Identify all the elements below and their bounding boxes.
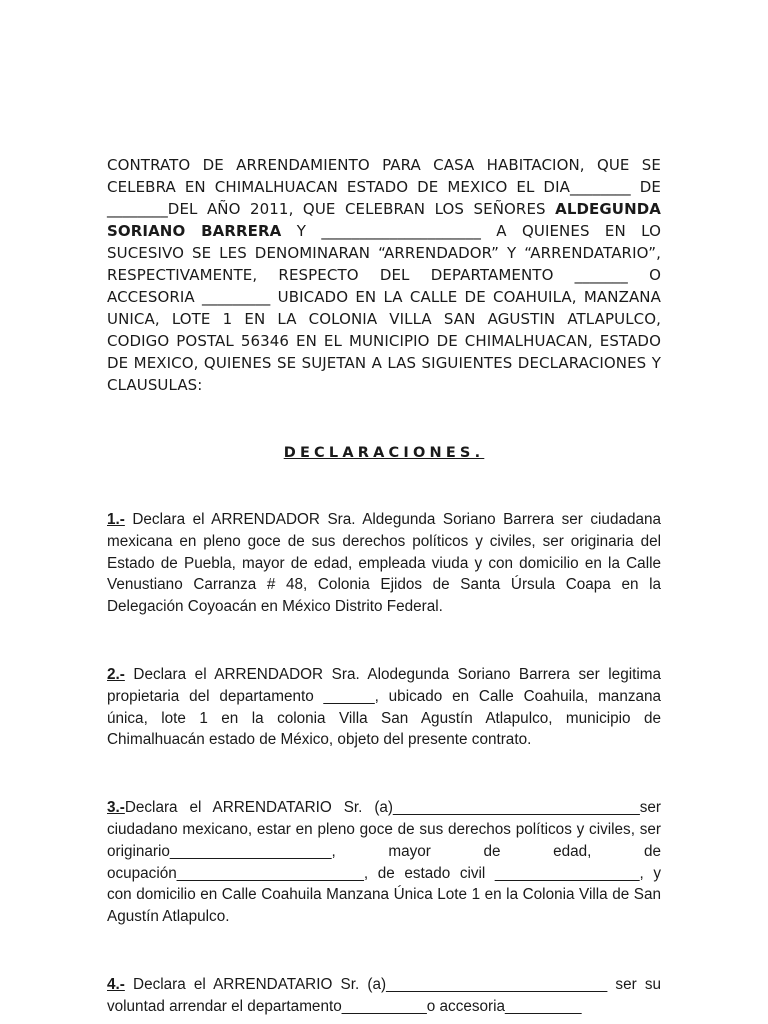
document-page xyxy=(107,154,661,1018)
intro-text-part1: CONTRATO DE ARRENDAMIENTO PARA CASA HABITACION, QUE SE CELEBRA EN CHIMALHUACAN ESTADO DE MEXICO EL DIA________ DE ________DEL AÑO 2011, QUE CELEBRAN LOS SEÑORES xyxy=(107,156,661,218)
declaration-text: Declara el ARRENDADOR Sra. Alodegunda Soriano Barrera ser legitima propietaria del departamento ______, ubicado en Calle Coahuila, manzana única, lote 1 en la colonia Villa San Agustín Atlapulco, municipio de Chimalhuacán estado de México, objeto del presente contrato. xyxy=(107,665,661,749)
lessor-name: ALDEGUNDA SORIANO BARRERA xyxy=(107,200,661,240)
declaration-number: 2.- xyxy=(107,665,125,683)
declaration-number: 1.- xyxy=(107,511,125,528)
declaration-1 xyxy=(107,509,661,618)
section-heading-declaraciones: DECLARACIONES. xyxy=(283,445,485,461)
contract-intro-paragraph xyxy=(107,154,661,396)
declaration-text: Declara el ARRENDADOR Sra. Aldegunda Soriano Barrera ser ciudadana mexicana en pleno goce de sus derechos políticos y civiles, ser originaria del Estado de Puebla, mayor de edad, empleada viuda y con domicilio en la Calle Venustiano Carranza # 48, Colonia Ejidos de Santa Úrsula Coapa en la Delegación Coyoacán en México Distrito Federal. xyxy=(107,511,661,616)
intro-text-part2: Y _____________________ A QUIENES EN LO SUCESIVO SE LES DENOMINARAN “ARRENDADOR” Y “ARRENDATARIO”, RESPECTIVAMENTE, RESPECTO DEL DEPARTAMENTO _______ O ACCESORIA _________ UBICADO EN LA CALLE DE COAHUILA, MANZANA UNICA, LOTE 1 EN LA COLONIA VILLA SAN AGUSTIN ATLAPULCO, CODIGO POSTAL 56346 EN EL MUNICIPIO DE CHIMALHUACAN, ESTADO DE MEXICO, QUIENES SE SUJETAN A LAS SIGUIENTES DECLARACIONES Y CLAUSULAS: xyxy=(107,222,661,394)
declaration-number: 4.- xyxy=(107,975,125,993)
declaration-number: 3.- xyxy=(107,799,125,817)
declaration-2 xyxy=(107,664,661,751)
declaration-4 xyxy=(107,974,661,1018)
declaration-text: Declara el ARRENDATARIO Sr. (a)__________________________ ser su voluntad arrendar el departamento__________o accesoria_________ xyxy=(107,975,661,1015)
declaration-3 xyxy=(107,797,661,928)
declaration-text: Declara el ARRENDATARIO Sr. (a)_____________________________ser ciudadano mexicano, estar en pleno goce de sus derechos políticos y civiles, ser originario___________________, mayor de edad, de ocupación______________________, de estado civil _________________, y con domicilio en Calle Coahuila Manzana Única Lote 1 en la Colonia Villa de San Agustín Atlapulco. xyxy=(107,799,661,926)
